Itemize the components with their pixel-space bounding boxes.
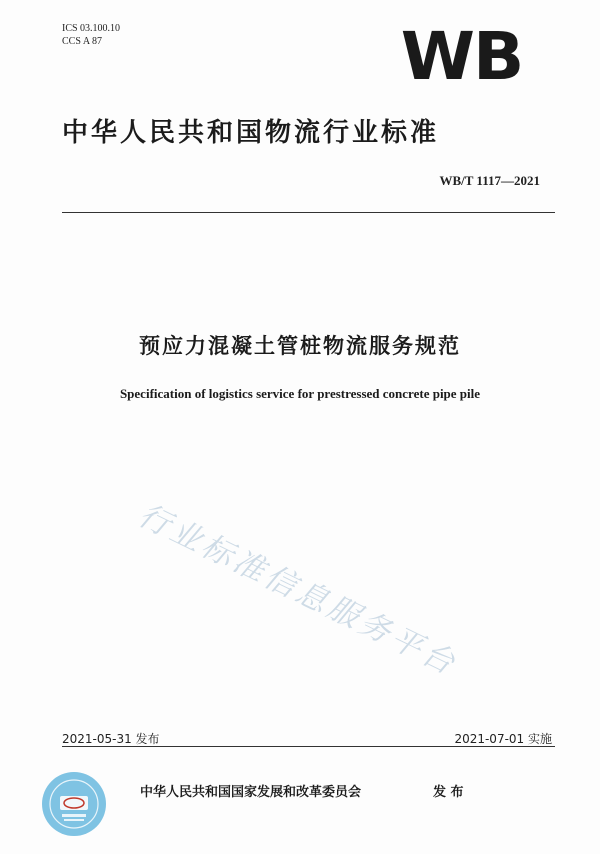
publisher-name: 中华人民共和国国家发展和改革委员会 xyxy=(140,785,362,800)
seal-icon xyxy=(42,772,106,836)
english-title: Specification of logistics service for prestressed concrete pipe pile xyxy=(119,386,481,401)
wb-logo: WB xyxy=(400,18,523,95)
publish-label: 发 布 xyxy=(433,785,464,800)
top-divider xyxy=(62,212,555,213)
bottom-divider xyxy=(62,746,555,747)
issue-date: 2021-05-31 发布 xyxy=(62,732,160,746)
watermark-text: 行业标准信息服务平台 xyxy=(132,497,464,683)
ics-code: ICS 03.100.10 xyxy=(62,23,121,34)
issuer-title: 中华人民共和国物流行业标准 xyxy=(62,118,440,148)
chinese-title: 预应力混凝土管桩物流服务规范 xyxy=(139,334,461,358)
classification-codes xyxy=(62,22,120,48)
ccs-code: CCS A 87 xyxy=(62,36,103,47)
standard-number: WB/T 1117—2021 xyxy=(439,173,540,188)
implementation-date: 2021-07-01 实施 xyxy=(454,732,552,746)
